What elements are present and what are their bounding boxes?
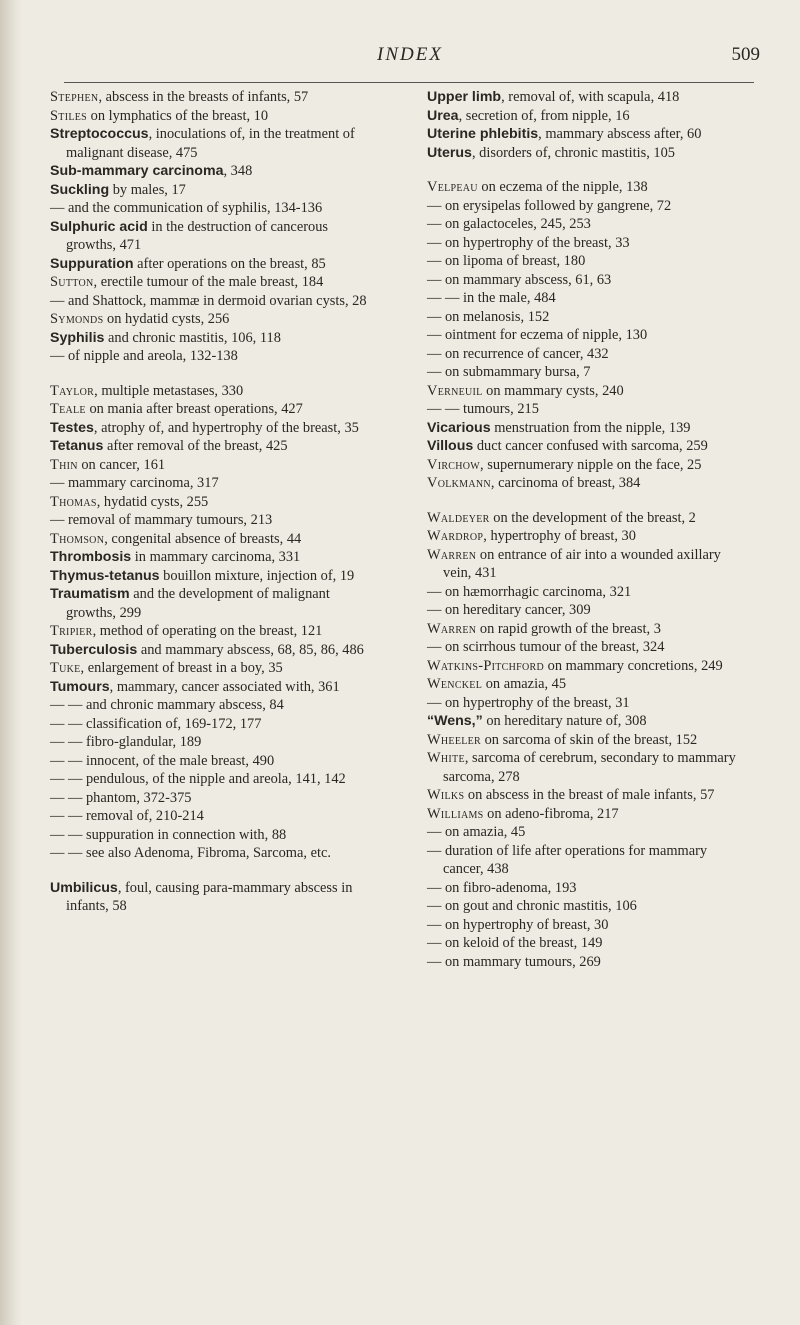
- entry-heading: “Wens,”: [427, 713, 483, 729]
- entry-heading: Wheeler: [427, 731, 482, 748]
- index-entry: [427, 823, 749, 842]
- index-entry: [50, 511, 372, 530]
- entry-heading: Wilks: [427, 787, 465, 803]
- index-entry: [50, 347, 372, 366]
- entry-text: , multiple metastases, 330: [94, 382, 244, 399]
- entry-text: , enlargement of breast in a boy, 35: [80, 660, 283, 676]
- entry-heading: Sub-mammary carcinoma: [50, 163, 224, 179]
- entry-text: after operations on the breast, 85: [133, 255, 326, 272]
- entry-heading: Waldeyer: [427, 509, 490, 526]
- entry-heading: Symonds: [50, 311, 104, 327]
- index-entry: [427, 675, 749, 694]
- entry-text: — — tumours, 215: [427, 401, 539, 417]
- entry-heading: Uterine phlebitis: [427, 126, 539, 142]
- entry-text: , disorders of, chronic mastitis, 105: [471, 144, 675, 161]
- entry-heading: Tripier: [50, 623, 93, 639]
- index-entry: [427, 271, 749, 290]
- entry-text: , congenital absence of breasts, 44: [104, 530, 302, 547]
- index-entry: [427, 897, 749, 916]
- entry-text: on mammary concretions, 249: [544, 657, 723, 674]
- entry-text: on the development of the breast, 2: [489, 509, 696, 526]
- entry-text: — — and chronic mammary abscess, 84: [50, 697, 284, 713]
- entry-text: on mania after breast operations, 427: [85, 401, 303, 417]
- index-entry: [427, 638, 749, 657]
- index-entry: [50, 789, 372, 808]
- index-entry: [50, 826, 372, 845]
- entry-heading: Traumatism: [50, 586, 130, 602]
- entry-heading: Testes: [50, 419, 94, 436]
- index-entry: [50, 310, 372, 329]
- entry-text: — duration of life after operations for mammary cancer, 438: [427, 842, 708, 877]
- entry-text: — on hæmorrhagic carcinoma, 321: [427, 583, 632, 600]
- index-entry: [427, 509, 749, 528]
- index-entry: [50, 659, 372, 678]
- entry-text: , mammary abscess after, 60: [538, 126, 702, 142]
- entry-heading: Upper limb: [427, 89, 502, 105]
- index-entry: [50, 437, 372, 456]
- entry-text: in mammary carcinoma, 331: [131, 549, 301, 565]
- index-entry: [50, 548, 372, 567]
- entry-heading: Villous: [427, 438, 474, 454]
- entry-text: in the destruction of cancerous growths, 471: [66, 218, 328, 253]
- index-entry: [427, 308, 749, 327]
- index-entry: [427, 842, 749, 879]
- index-entry: [427, 289, 749, 308]
- page-header: [60, 44, 760, 74]
- index-entry: [427, 345, 749, 364]
- entry-text: , foul, causing para-mammary abscess in infants, 58: [66, 879, 353, 914]
- entry-text: on eczema of the nipple, 138: [477, 179, 648, 195]
- entry-text: — removal of mammary tumours, 213: [50, 512, 273, 528]
- entry-heading: Urea: [427, 107, 459, 124]
- index-entry: [427, 934, 749, 953]
- index-entry: [427, 419, 749, 438]
- section-gap: [50, 863, 372, 879]
- entry-text: — on erysipelas followed by gangrene, 72: [427, 197, 672, 214]
- entry-text: , atrophy of, and hypertrophy of the breast, 35: [93, 419, 359, 436]
- entry-text: — — innocent, of the male breast, 490: [50, 752, 275, 769]
- index-entry: [50, 807, 372, 826]
- header-rule: [64, 82, 754, 83]
- entry-heading: Tuke: [50, 660, 81, 676]
- entry-heading: Virchow: [427, 456, 481, 473]
- index-column-right: [427, 88, 749, 971]
- entry-text: after removal of the breast, 425: [103, 438, 288, 454]
- index-entry: [50, 419, 372, 438]
- index-entry: [50, 273, 372, 292]
- entry-heading: Wenckel: [427, 676, 483, 692]
- index-entry: [50, 696, 372, 715]
- index-entry: [427, 88, 749, 107]
- entry-heading: Velpeau: [427, 179, 478, 195]
- entry-heading: Syphilis: [50, 329, 105, 346]
- index-entry: [427, 326, 749, 345]
- index-entry: [50, 752, 372, 771]
- index-entry: [50, 715, 372, 734]
- entry-text: , hypertrophy of breast, 30: [483, 528, 636, 544]
- entry-heading: Stephen: [50, 89, 99, 105]
- entry-text: , carcinoma of breast, 384: [490, 475, 641, 491]
- index-entry: [427, 144, 749, 163]
- index-entry: [427, 363, 749, 382]
- entry-text: — ointment for eczema of nipple, 130: [427, 327, 648, 343]
- index-entry: [50, 382, 372, 401]
- index-entry: [50, 733, 372, 752]
- entry-text: , supernumerary nipple on the face, 25: [480, 456, 702, 473]
- index-entry: [50, 162, 372, 181]
- index-entry: [50, 125, 372, 162]
- index-entry: [427, 456, 749, 475]
- entry-text: on abscess in the breast of male infants, 57: [464, 787, 715, 803]
- index-column-left: [50, 88, 372, 916]
- entry-text: on hereditary nature of, 308: [482, 713, 647, 729]
- index-entry: [427, 712, 749, 731]
- index-entry: [50, 456, 372, 475]
- index-entry: [427, 953, 749, 972]
- entry-text: , abscess in the breasts of infants, 57: [98, 89, 309, 105]
- entry-heading: White: [427, 750, 465, 766]
- index-entry: [427, 731, 749, 750]
- index-entry: [427, 657, 749, 676]
- entry-heading: Warren: [427, 620, 477, 637]
- entry-text: — — see also Adenoma, Fibroma, Sarcoma, etc.: [50, 845, 331, 861]
- entry-text: duct cancer confused with sarcoma, 259: [473, 438, 708, 454]
- index-entry: [427, 786, 749, 805]
- entry-heading: Vicarious: [427, 419, 491, 436]
- index-entry: [427, 107, 749, 126]
- index-entry: [427, 234, 749, 253]
- entry-text: — on lipoma of breast, 180: [427, 253, 586, 269]
- index-entry: [427, 252, 749, 271]
- entry-text: — on gout and chronic mastitis, 106: [427, 898, 637, 914]
- entry-text: on adeno-fibroma, 217: [483, 805, 619, 822]
- entry-text: — on fibro-adenoma, 193: [427, 879, 577, 896]
- index-entry: [427, 601, 749, 620]
- index-entry: [427, 879, 749, 898]
- section-gap: [427, 493, 749, 509]
- entry-text: and chronic mastitis, 106, 118: [104, 329, 281, 346]
- entry-text: on entrance of air into a wounded axillary vein, 431: [443, 546, 721, 581]
- entry-text: on lymphatics of the breast, 10: [87, 107, 269, 124]
- entry-text: on mammary cysts, 240: [482, 382, 624, 399]
- index-entry: [50, 622, 372, 641]
- entry-text: by males, 17: [109, 181, 186, 198]
- index-entry: [50, 879, 372, 916]
- entry-heading: Thomson: [50, 530, 105, 547]
- entry-text: — — in the male, 484: [427, 290, 556, 306]
- entry-text: — on scirrhous tumour of the breast, 324: [427, 639, 665, 655]
- entry-heading: Umbilicus: [50, 879, 118, 896]
- entry-text: , removal of, with scapula, 418: [501, 89, 680, 105]
- entry-text: bouillon mixture, injection of, 19: [159, 567, 355, 584]
- index-entry: [427, 215, 749, 234]
- page-title: INDEX: [377, 44, 443, 65]
- entry-text: on rapid growth of the breast, 3: [476, 620, 661, 637]
- index-entry: [427, 546, 749, 583]
- entry-text: , erectile tumour of the male breast, 184: [93, 274, 324, 290]
- index-entry: [50, 218, 372, 255]
- index-entry: [427, 916, 749, 935]
- entry-text: menstruation from the nipple, 139: [490, 419, 691, 436]
- page-number: 509: [731, 44, 760, 65]
- entry-heading: Watkins-Pitchford: [427, 657, 545, 674]
- entry-heading: Suppuration: [50, 255, 134, 272]
- entry-text: , method of operating on the breast, 121: [92, 623, 323, 639]
- entry-text: — on submammary bursa, 7: [427, 364, 591, 380]
- index-entry: [50, 199, 372, 218]
- entry-text: on sarcoma of skin of the breast, 152: [481, 731, 698, 748]
- entry-text: — and Shattock, mammæ in dermoid ovarian cysts, 28: [50, 292, 367, 309]
- index-entry: [50, 567, 372, 586]
- entry-text: — on recurrence of cancer, 432: [427, 345, 609, 362]
- entry-text: — on keloid of the breast, 149: [427, 935, 603, 951]
- entry-text: — — pendulous, of the nipple and areola, 141, 142: [50, 771, 346, 787]
- entry-text: , mammary, cancer associated with, 361: [109, 678, 340, 695]
- entry-heading: Tuberculosis: [50, 641, 138, 658]
- entry-text: , sarcoma of cerebrum, secondary to mammary sarcoma, 278: [443, 750, 736, 785]
- entry-heading: Williams: [427, 805, 484, 822]
- index-entry: [50, 678, 372, 697]
- entry-heading: Sulphuric acid: [50, 218, 148, 235]
- entry-heading: Verneuil: [427, 382, 483, 399]
- index-entry: [50, 474, 372, 493]
- entry-text: — on galactoceles, 245, 253: [427, 216, 591, 232]
- entry-heading: Streptococcus: [50, 126, 149, 142]
- index-entry: [50, 493, 372, 512]
- index-entry: [427, 749, 749, 786]
- index-entry: [427, 583, 749, 602]
- entry-heading: Teale: [50, 401, 86, 417]
- entry-text: — on melanosis, 152: [427, 308, 550, 325]
- entry-text: , hydatid cysts, 255: [96, 493, 209, 510]
- index-entry: [427, 474, 749, 493]
- entry-text: — of nipple and areola, 132-138: [50, 348, 238, 364]
- entry-text: — on mammary tumours, 269: [427, 953, 601, 970]
- entry-heading: Wardrop: [427, 528, 484, 544]
- section-gap: [50, 366, 372, 382]
- entry-text: — on hypertrophy of the breast, 31: [427, 694, 630, 711]
- entry-text: — on hypertrophy of breast, 30: [427, 916, 609, 933]
- index-entry: [50, 844, 372, 863]
- index-entry: [427, 527, 749, 546]
- entry-heading: Suckling: [50, 181, 110, 198]
- index-entry: [50, 770, 372, 789]
- entry-text: on cancer, 161: [77, 456, 166, 473]
- index-entry: [50, 400, 372, 419]
- index-entry: [50, 88, 372, 107]
- entry-heading: Thin: [50, 456, 78, 473]
- entry-heading: Tetanus: [50, 438, 104, 454]
- index-entry: [427, 382, 749, 401]
- entry-heading: Volkmann: [427, 475, 491, 491]
- entry-heading: Tumours: [50, 678, 110, 695]
- index-entry: [50, 181, 372, 200]
- entry-heading: Thymus-tetanus: [50, 567, 160, 584]
- entry-text: , 348: [223, 163, 253, 179]
- entry-text: — mammary carcinoma, 317: [50, 475, 219, 491]
- entry-heading: Stiles: [50, 107, 88, 124]
- entry-heading: Thrombosis: [50, 549, 132, 565]
- index-entry: [427, 178, 749, 197]
- index-entry: [427, 437, 749, 456]
- entry-text: , secretion of, from nipple, 16: [458, 107, 630, 124]
- index-entry: [427, 805, 749, 824]
- entry-heading: Warren: [427, 546, 477, 563]
- index-entry: [50, 107, 372, 126]
- entry-text: , inoculations of, in the treatment of malignant disease, 475: [66, 126, 355, 161]
- entry-text: — — removal of, 210-214: [50, 808, 204, 824]
- entry-text: — — phantom, 372-375: [50, 789, 192, 806]
- entry-heading: Taylor: [50, 382, 95, 399]
- entry-text: — and the communication of syphilis, 134-136: [50, 200, 323, 216]
- index-entry: [427, 125, 749, 144]
- entry-text: — on mammary abscess, 61, 63: [427, 271, 612, 288]
- index-entry: [50, 255, 372, 274]
- entry-heading: Thomas: [50, 493, 97, 510]
- index-entry: [50, 530, 372, 549]
- entry-text: — on amazia, 45: [427, 824, 526, 840]
- section-gap: [427, 162, 749, 178]
- index-entry: [427, 400, 749, 419]
- index-entry: [50, 585, 372, 622]
- entry-text: and the development of malignant growths, 299: [66, 586, 330, 621]
- entry-text: — on hereditary cancer, 309: [427, 602, 591, 618]
- index-entry: [427, 197, 749, 216]
- entry-text: on amazia, 45: [482, 676, 567, 692]
- index-entry: [50, 292, 372, 311]
- entry-text: — — suppuration in connection with, 88: [50, 826, 287, 843]
- entry-text: on hydatid cysts, 256: [103, 311, 230, 327]
- index-entry: [50, 641, 372, 660]
- entry-text: — on hypertrophy of the breast, 33: [427, 234, 630, 251]
- entry-heading: Sutton: [50, 274, 94, 290]
- entry-text: — — fibro-glandular, 189: [50, 734, 202, 750]
- page-edge-shadow: [0, 0, 22, 1325]
- index-entry: [50, 329, 372, 348]
- entry-text: and mammary abscess, 68, 85, 86, 486: [137, 641, 364, 658]
- index-entry: [427, 694, 749, 713]
- entry-text: — — classification of, 169-172, 177: [50, 715, 262, 732]
- entry-heading: Uterus: [427, 144, 472, 161]
- index-entry: [427, 620, 749, 639]
